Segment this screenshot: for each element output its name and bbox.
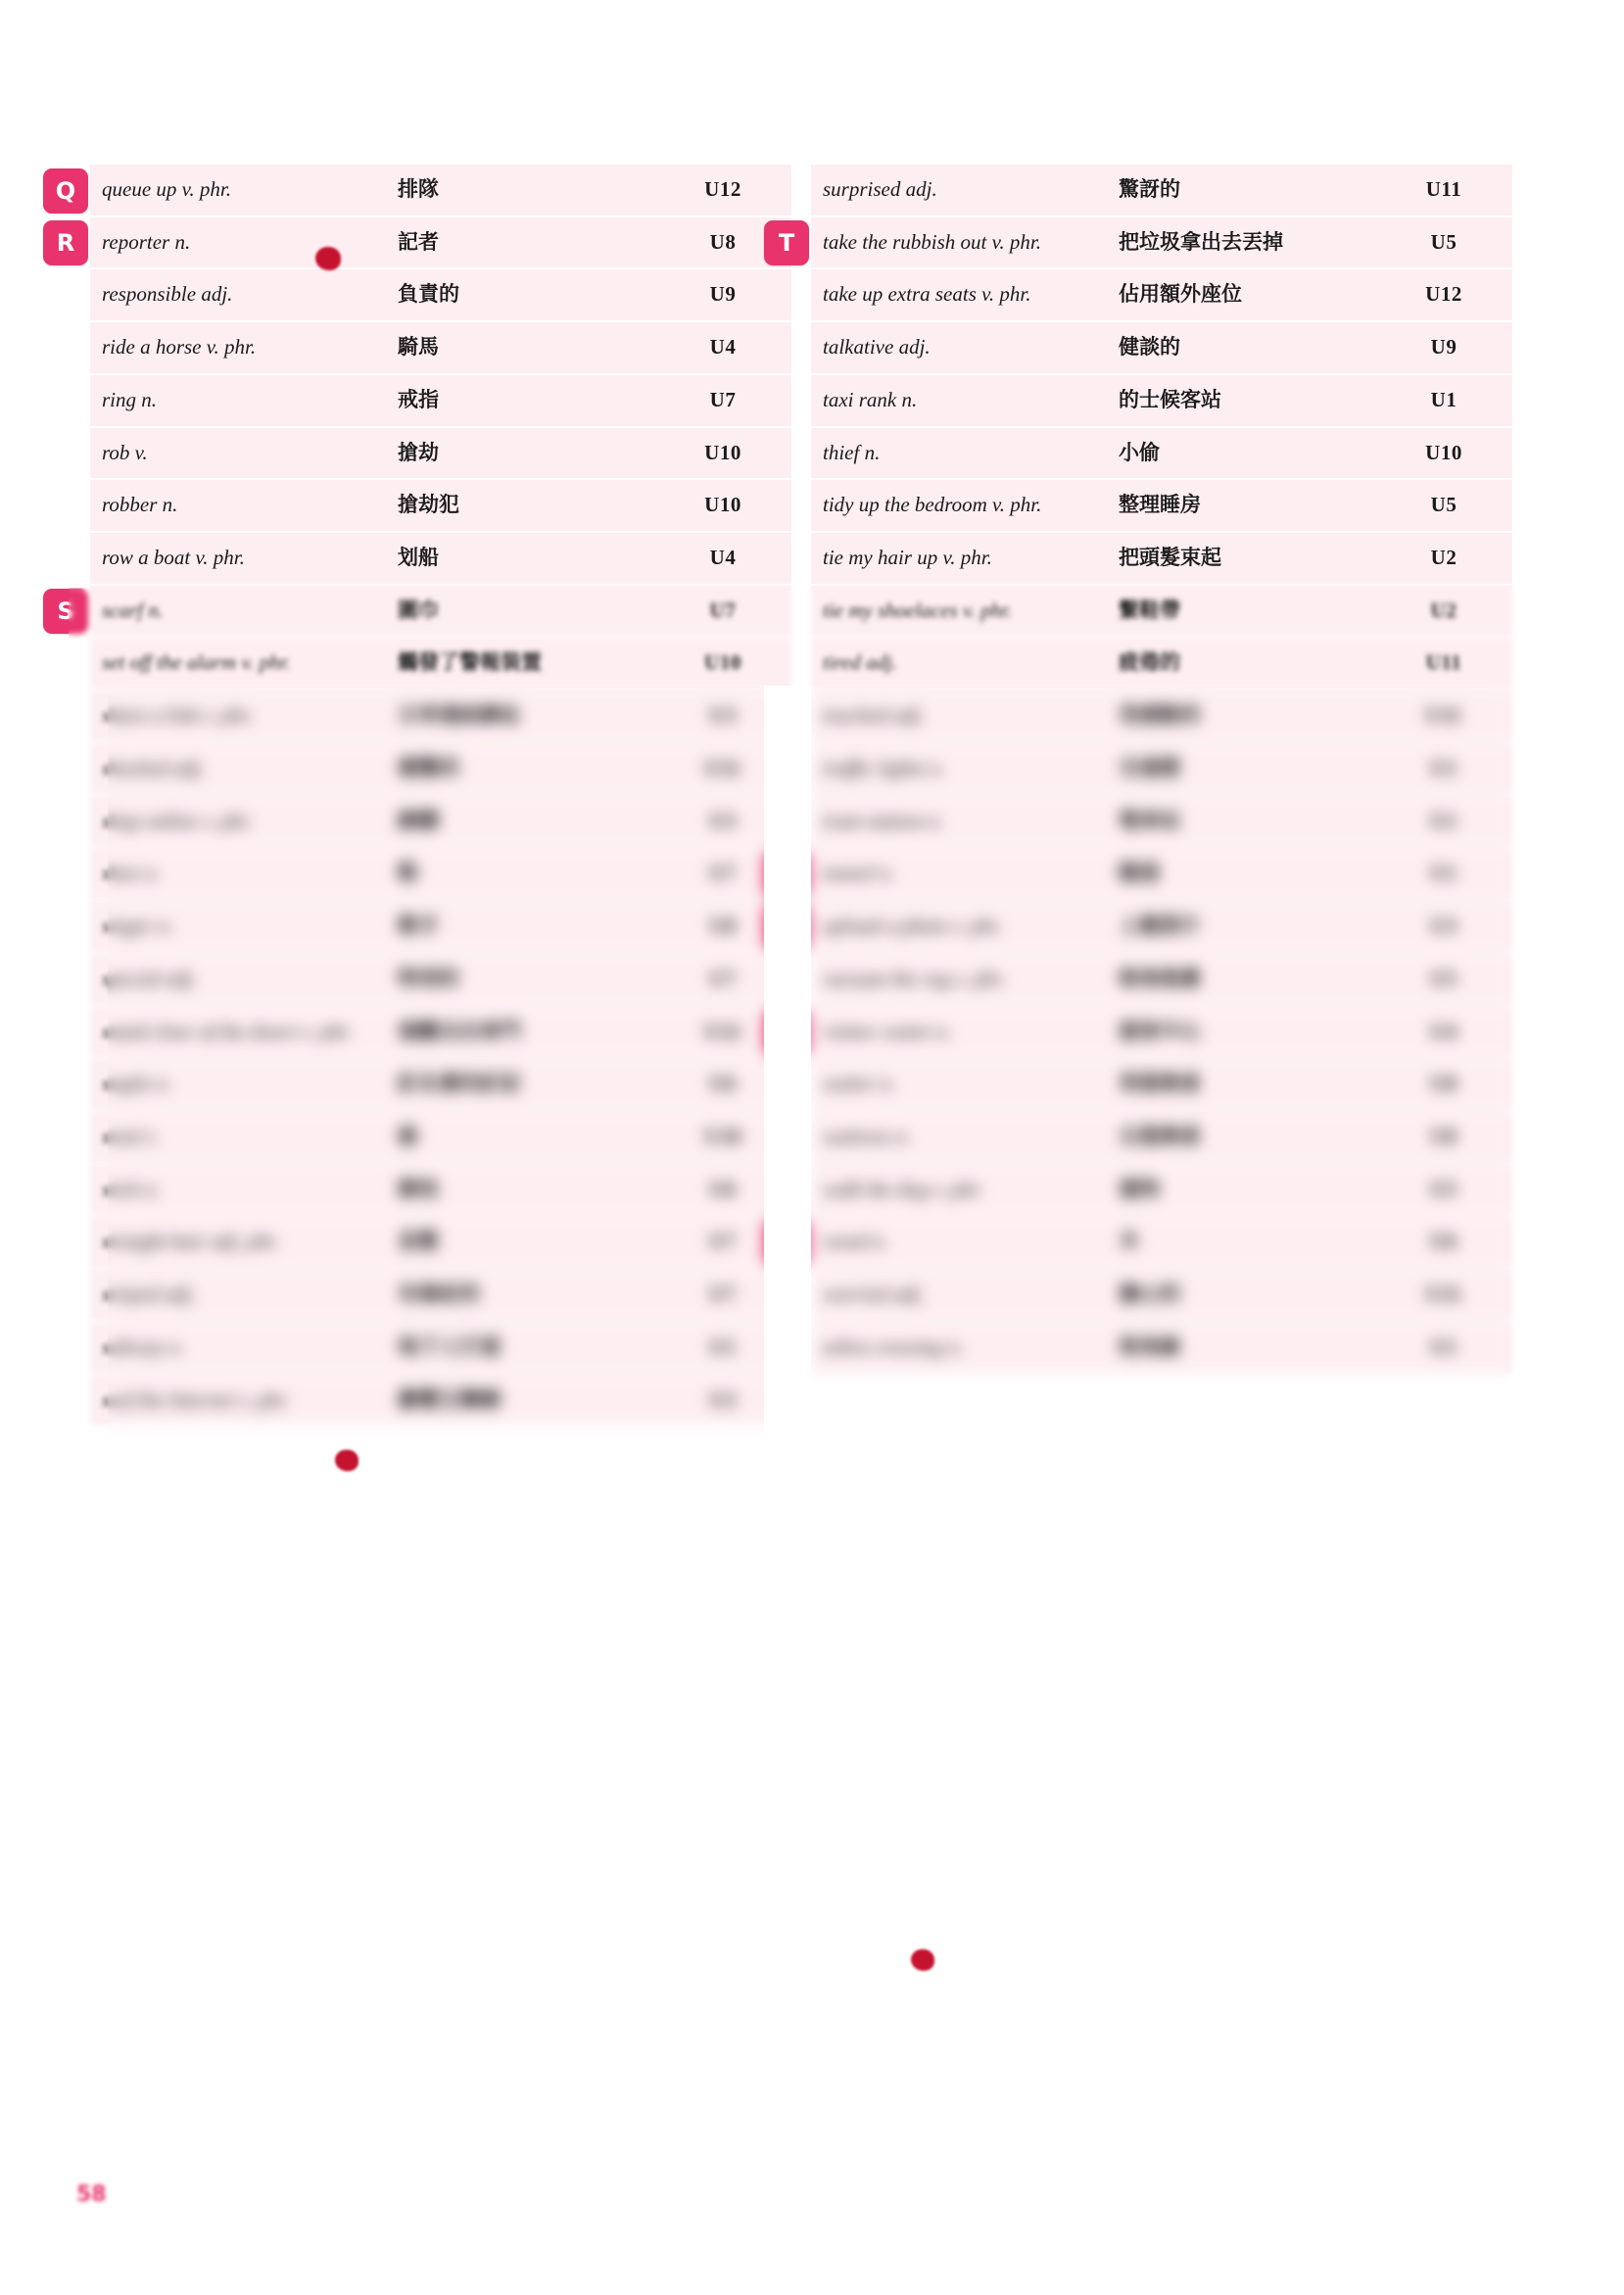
glossary-unit: U10 (652, 479, 791, 532)
term-text: straight hair (102, 1229, 206, 1254)
glossary-term (90, 165, 386, 216)
glossary-term (811, 1164, 1107, 1217)
term-text: waitress (823, 1124, 891, 1148)
glossary-row (811, 637, 1512, 690)
glossary-row (90, 268, 791, 321)
part-of-speech: v. phr. (302, 1019, 353, 1043)
part-of-speech: v. phr. (992, 493, 1042, 517)
glossary-translation: 遠離出出車門 (386, 1006, 652, 1059)
glossary-unit: U2 (1373, 585, 1512, 638)
glossary-unit: U11 (1373, 165, 1512, 216)
term-text: set off the alarm (102, 650, 237, 675)
glossary-term (811, 795, 1107, 848)
glossary-row (811, 321, 1512, 374)
letter-tab-r: R (43, 220, 88, 265)
glossary-table-right (811, 165, 1512, 1375)
glossary-row (90, 690, 791, 742)
glossary-row (811, 1268, 1512, 1321)
glossary-unit: U10 (652, 427, 791, 480)
part-of-speech: adj. (892, 703, 925, 728)
part-of-speech: v. phr. (942, 546, 992, 570)
glossary-unit: U5 (1373, 479, 1512, 532)
glossary-translation: 戒指 (386, 374, 652, 427)
glossary-term (90, 532, 386, 585)
term-text: striped (102, 1282, 160, 1307)
glossary-row (90, 1164, 791, 1217)
term-text: scarf (102, 598, 143, 622)
glossary-row (811, 216, 1512, 269)
glossary-translation: 受感動的 (1107, 690, 1373, 742)
term-text: special (102, 966, 161, 990)
glossary-term (811, 374, 1107, 427)
glossary-table-left (90, 165, 791, 1427)
glossary-unit: U9 (652, 268, 791, 321)
glossary-term (811, 847, 1107, 900)
glossary-translation: 騎馬 (386, 321, 652, 374)
glossary-unit: U1 (1373, 1321, 1512, 1374)
part-of-speech: n. (148, 598, 164, 622)
glossary-term (90, 585, 386, 638)
glossary-row (90, 321, 791, 374)
glossary-translation: 排隊 (386, 165, 652, 216)
term-text: ride a horse (102, 335, 202, 359)
glossary-unit: U7 (652, 585, 791, 638)
term-text: surprised (823, 177, 901, 201)
glossary-row (90, 900, 791, 953)
glossary-row (811, 1006, 1512, 1059)
glossary-unit: U8 (652, 900, 791, 953)
glossary-term (90, 1058, 386, 1111)
glossary-unit: U12 (1373, 268, 1512, 321)
glossary-term (811, 1058, 1107, 1111)
glossary-row (811, 690, 1512, 742)
glossary-row (811, 1216, 1512, 1268)
glossary-translation: 遛狗 (1107, 1164, 1373, 1217)
term-text: singer (102, 914, 154, 938)
glossary-term (90, 268, 386, 321)
glossary-term (90, 1216, 386, 1268)
glossary-translation: 搶劫 (386, 427, 652, 480)
part-of-speech: adj. (164, 1282, 196, 1307)
glossary-translation: 把頭髮束起 (1107, 532, 1373, 585)
part-of-speech: v. phr. (955, 966, 1006, 990)
part-of-speech: n. (929, 755, 945, 780)
glossary-unit: U8 (652, 216, 791, 269)
glossary-row (90, 427, 791, 480)
part-of-speech: v. phr. (962, 598, 1013, 622)
glossary-term (90, 1111, 386, 1164)
part-of-speech: v. phr. (195, 546, 245, 570)
term-text: worried (823, 1282, 888, 1307)
part-of-speech: v. phr. (241, 650, 291, 675)
term-text: upload a photo (823, 914, 948, 938)
term-text: responsible (102, 282, 197, 307)
term-text: wood (823, 1229, 868, 1254)
glossary-term (811, 1216, 1107, 1268)
part-of-speech: v. phr. (203, 703, 253, 728)
part-of-speech: n. (158, 914, 174, 938)
glossary-unit: U4 (652, 532, 791, 585)
glossary-translation: 歌手 (386, 900, 652, 953)
glossary-unit: U2 (1373, 532, 1512, 585)
term-text: share a link (102, 703, 199, 728)
part-of-speech: adj. (165, 966, 197, 990)
glossary-translation: 地下人行道 (386, 1321, 652, 1374)
term-text: steal (102, 1124, 141, 1148)
glossary-translation: 木 (1107, 1216, 1373, 1268)
letter-tab-t: T (764, 220, 809, 265)
term-text: queue up (102, 177, 177, 201)
part-of-speech: n. (879, 861, 895, 885)
ink-mark-3 (911, 1949, 934, 1971)
glossary-term (90, 1268, 386, 1321)
glossary-unit: U7 (652, 847, 791, 900)
glossary-translation: 有條紋的 (386, 1268, 652, 1321)
glossary-term (811, 1111, 1107, 1164)
glossary-unit: U1 (652, 1321, 791, 1374)
part-of-speech: v. phr. (239, 1387, 289, 1411)
glossary-term (90, 742, 386, 795)
glossary-unit: U6 (652, 1058, 791, 1111)
glossary-term (90, 953, 386, 1006)
term-text: subway (102, 1334, 164, 1359)
glossary-translation: 直髮 (386, 1216, 652, 1268)
glossary-unit: U1 (1373, 847, 1512, 900)
glossary-row (811, 900, 1512, 953)
part-of-speech: n. (872, 1229, 888, 1254)
page-gutter (764, 686, 811, 2018)
part-of-speech: n. (928, 808, 944, 833)
part-of-speech: n. (947, 1334, 964, 1359)
term-text: tie my hair up (823, 546, 938, 570)
glossary-term (811, 1268, 1107, 1321)
glossary-translation: 負責的 (386, 268, 652, 321)
part-of-speech: v. phr. (991, 229, 1042, 254)
glossary-row (811, 953, 1512, 1006)
part-of-speech: adj. (892, 1282, 925, 1307)
part-of-speech: n. (895, 1124, 912, 1148)
glossary-unit: U11 (1373, 1268, 1512, 1321)
part-of-speech: adj. (172, 755, 205, 780)
term-text: surf the Internet (102, 1387, 235, 1411)
glossary-row (811, 585, 1512, 638)
glossary-translation: 繫鞋帶 (1107, 585, 1373, 638)
term-text: tired (823, 650, 861, 675)
glossary-unit: U7 (652, 953, 791, 1006)
glossary-term (811, 268, 1107, 321)
glossary-row (90, 374, 791, 427)
glossary-term (90, 479, 386, 532)
term-text: tie my shoelaces (823, 598, 958, 622)
glossary-translation: 釘在書的釘記 (386, 1058, 652, 1111)
glossary-unit: U6 (1373, 1216, 1512, 1268)
glossary-unit: U7 (652, 1268, 791, 1321)
glossary-row (90, 1111, 791, 1164)
glossary-row (811, 268, 1512, 321)
term-text: shoe (102, 861, 140, 885)
term-text: zebra crossing (823, 1334, 943, 1359)
glossary-row (90, 479, 791, 532)
term-text: tidy up the bedroom (823, 493, 987, 517)
glossary-row (90, 847, 791, 900)
glossary-term (90, 374, 386, 427)
glossary-translation: 遊客中心 (1107, 1006, 1373, 1059)
glossary-unit: U4 (652, 321, 791, 374)
glossary-term (90, 1164, 386, 1217)
glossary-translation: 女服務員 (1107, 1111, 1373, 1164)
term-text: taxi rank (823, 387, 897, 411)
part-of-speech: v. phr. (181, 177, 232, 201)
term-text: ring (102, 387, 137, 411)
glossary-row (811, 1164, 1512, 1217)
glossary-translation: 健談的 (1107, 321, 1373, 374)
glossary-unit: U6 (652, 1164, 791, 1217)
part-of-speech: v. phr. (206, 335, 257, 359)
glossary-term (90, 637, 386, 690)
glossary-term (811, 1321, 1107, 1374)
glossary-term (811, 637, 1107, 690)
glossary-row (811, 1111, 1512, 1164)
glossary-term (90, 1006, 386, 1059)
glossary-translation: 圍巾 (386, 585, 652, 638)
glossary-unit: U1 (1373, 795, 1512, 848)
glossary-unit: U7 (652, 1216, 791, 1268)
glossary-translation: 擔心的 (1107, 1268, 1373, 1321)
part-of-speech: v. phr. (981, 282, 1031, 307)
term-text: touched (823, 703, 888, 728)
glossary-row (90, 585, 791, 638)
glossary-row (90, 165, 791, 216)
glossary-translation: 樹枝 (386, 1164, 652, 1217)
glossary-translation: 偷 (386, 1111, 652, 1164)
term-text: shocked (102, 755, 168, 780)
glossary-unit: U10 (652, 637, 791, 690)
glossary-unit: U1 (1373, 374, 1512, 427)
glossary-row (90, 1006, 791, 1059)
glossary-row (90, 216, 791, 269)
glossary-translation: 搶劫犯 (386, 479, 652, 532)
glossary-row (811, 742, 1512, 795)
glossary-term (90, 900, 386, 953)
glossary-unit: U12 (652, 165, 791, 216)
page-number: 58 (76, 2182, 107, 2207)
glossary-term (811, 532, 1107, 585)
glossary-unit: U7 (652, 374, 791, 427)
glossary-row (90, 1268, 791, 1321)
glossary-translation: 划船 (386, 532, 652, 585)
glossary-term (811, 216, 1107, 269)
part-of-speech: v. (134, 440, 148, 464)
ink-mark-2 (335, 1450, 358, 1471)
glossary-unit: U11 (652, 742, 791, 795)
glossary-term (811, 900, 1107, 953)
part-of-speech: adj. (898, 335, 931, 359)
glossary-translation: 小偷 (1107, 427, 1373, 480)
glossary-translation: 的士候客站 (1107, 374, 1373, 427)
glossary-term (90, 216, 386, 269)
glossary-term (811, 690, 1107, 742)
term-text: row a boat (102, 546, 191, 570)
glossary-translation: 觸發了警報裝置 (386, 637, 652, 690)
term-text: shop online (102, 808, 198, 833)
glossary-column-left (90, 165, 766, 1427)
glossary-translation: 分享連結網址 (386, 690, 652, 742)
glossary-unit: U3 (1373, 900, 1512, 953)
glossary-column-right (811, 165, 1487, 1375)
part-of-speech: adj. phr. (210, 1229, 279, 1254)
term-text: reporter (102, 229, 170, 254)
glossary-unit: U9 (1373, 321, 1512, 374)
glossary-translation: 佔用額外座位 (1107, 268, 1373, 321)
ink-mark-1 (315, 247, 341, 270)
glossary-term (811, 1006, 1107, 1059)
term-text: staple (102, 1072, 152, 1096)
glossary-row (811, 532, 1512, 585)
part-of-speech: n. (168, 1334, 184, 1359)
term-text: rob (102, 440, 130, 464)
part-of-speech: adj. (866, 650, 898, 675)
glossary-translation: 驚訝的 (1107, 165, 1373, 216)
glossary-translation: 特別的 (386, 953, 652, 1006)
glossary-row (90, 1374, 791, 1427)
term-text: waiter (823, 1072, 876, 1096)
term-text: visitor centre (823, 1019, 931, 1043)
glossary-unit: U5 (1373, 216, 1512, 269)
term-text: take the rubbish out (823, 229, 987, 254)
glossary-translation: 吸地毯塵 (1107, 953, 1373, 1006)
part-of-speech: n. (156, 1072, 172, 1096)
glossary-translation: 記者 (386, 216, 652, 269)
part-of-speech: n. (162, 493, 178, 517)
glossary-translation: 上載照片 (1107, 900, 1373, 953)
glossary-term (811, 427, 1107, 480)
glossary-unit: U3 (652, 690, 791, 742)
part-of-speech: v. (145, 1124, 159, 1148)
glossary-row (811, 1058, 1512, 1111)
glossary-term (90, 1321, 386, 1374)
glossary-translation: 交通燈 (1107, 742, 1373, 795)
part-of-speech: n. (880, 1072, 896, 1096)
glossary-translation: 斑馬線 (1107, 1321, 1373, 1374)
glossary-row (90, 1216, 791, 1268)
glossary-unit: U3 (652, 795, 791, 848)
term-text: traffic lights (823, 755, 925, 780)
term-text: tram station (823, 808, 924, 833)
term-text: thief (823, 440, 860, 464)
glossary-translation: 男服務員 (1107, 1058, 1373, 1111)
term-text: robber (102, 493, 158, 517)
glossary-translation: 疲倦的 (1107, 637, 1373, 690)
glossary-row (90, 637, 791, 690)
glossary-unit: U5 (1373, 953, 1512, 1006)
glossary-term (90, 847, 386, 900)
glossary-row (90, 795, 791, 848)
part-of-speech: v. phr. (202, 808, 253, 833)
glossary-unit: U10 (1373, 427, 1512, 480)
glossary-unit: U5 (1373, 1164, 1512, 1217)
glossary-row (811, 847, 1512, 900)
term-text: tunnel (823, 861, 875, 885)
glossary-term (90, 795, 386, 848)
glossary-term (90, 690, 386, 742)
glossary-unit: U8 (1373, 1111, 1512, 1164)
term-text: talkative (823, 335, 894, 359)
glossary-row (811, 374, 1512, 427)
part-of-speech: n. (141, 387, 158, 411)
part-of-speech: adj. (201, 282, 233, 307)
term-text: take up extra seats (823, 282, 977, 307)
glossary-term (811, 953, 1107, 1006)
glossary-row (811, 479, 1512, 532)
glossary-unit: U3 (652, 1374, 791, 1427)
glossary-unit: U12 (652, 1006, 791, 1059)
letter-tab-s: S (43, 589, 88, 634)
glossary-row (811, 165, 1512, 216)
part-of-speech: adj. (905, 177, 937, 201)
glossary-row (90, 953, 791, 1006)
glossary-translation: 隧道 (1107, 847, 1373, 900)
letter-tab-q: Q (43, 168, 88, 214)
glossary-row (811, 795, 1512, 848)
glossary-translation: 震驚的 (386, 742, 652, 795)
glossary-term (811, 742, 1107, 795)
term-text: stand clear of the doors (102, 1019, 298, 1043)
glossary-row (811, 427, 1512, 480)
glossary-translation: 鞋 (386, 847, 652, 900)
glossary-translation: 整理睡房 (1107, 479, 1373, 532)
part-of-speech: n. (901, 387, 918, 411)
glossary-row (811, 1321, 1512, 1374)
term-text: stick (102, 1176, 140, 1201)
glossary-translation: 網購 (386, 795, 652, 848)
glossary-term (811, 479, 1107, 532)
part-of-speech: n. (144, 1176, 161, 1201)
glossary-unit: U11 (1373, 690, 1512, 742)
glossary-term (811, 321, 1107, 374)
glossary-unit: U8 (1373, 1058, 1512, 1111)
part-of-speech: v. phr. (932, 1176, 982, 1201)
glossary-row (90, 1058, 791, 1111)
glossary-unit: U10 (652, 1111, 791, 1164)
glossary-unit: U1 (1373, 742, 1512, 795)
glossary-term (811, 585, 1107, 638)
glossary-row (90, 532, 791, 585)
part-of-speech: n. (935, 1019, 952, 1043)
glossary-row (90, 1321, 791, 1374)
glossary-translation: 瀏覽互聯網 (386, 1374, 652, 1427)
glossary-term (90, 1374, 386, 1427)
term-text: walk the dog (823, 1176, 929, 1201)
glossary-row (90, 742, 791, 795)
glossary-term (90, 321, 386, 374)
glossary-term (90, 427, 386, 480)
part-of-speech: n. (144, 861, 161, 885)
glossary-translation: 電車站 (1107, 795, 1373, 848)
term-text: vacuum the rug (823, 966, 951, 990)
part-of-speech: v. phr. (952, 914, 1002, 938)
glossary-unit: U11 (1373, 637, 1512, 690)
glossary-translation: 把垃圾拿出去丟掉 (1107, 216, 1373, 269)
glossary-term (811, 165, 1107, 216)
part-of-speech: n. (864, 440, 881, 464)
glossary-unit: U4 (1373, 1006, 1512, 1059)
part-of-speech: n. (174, 229, 191, 254)
